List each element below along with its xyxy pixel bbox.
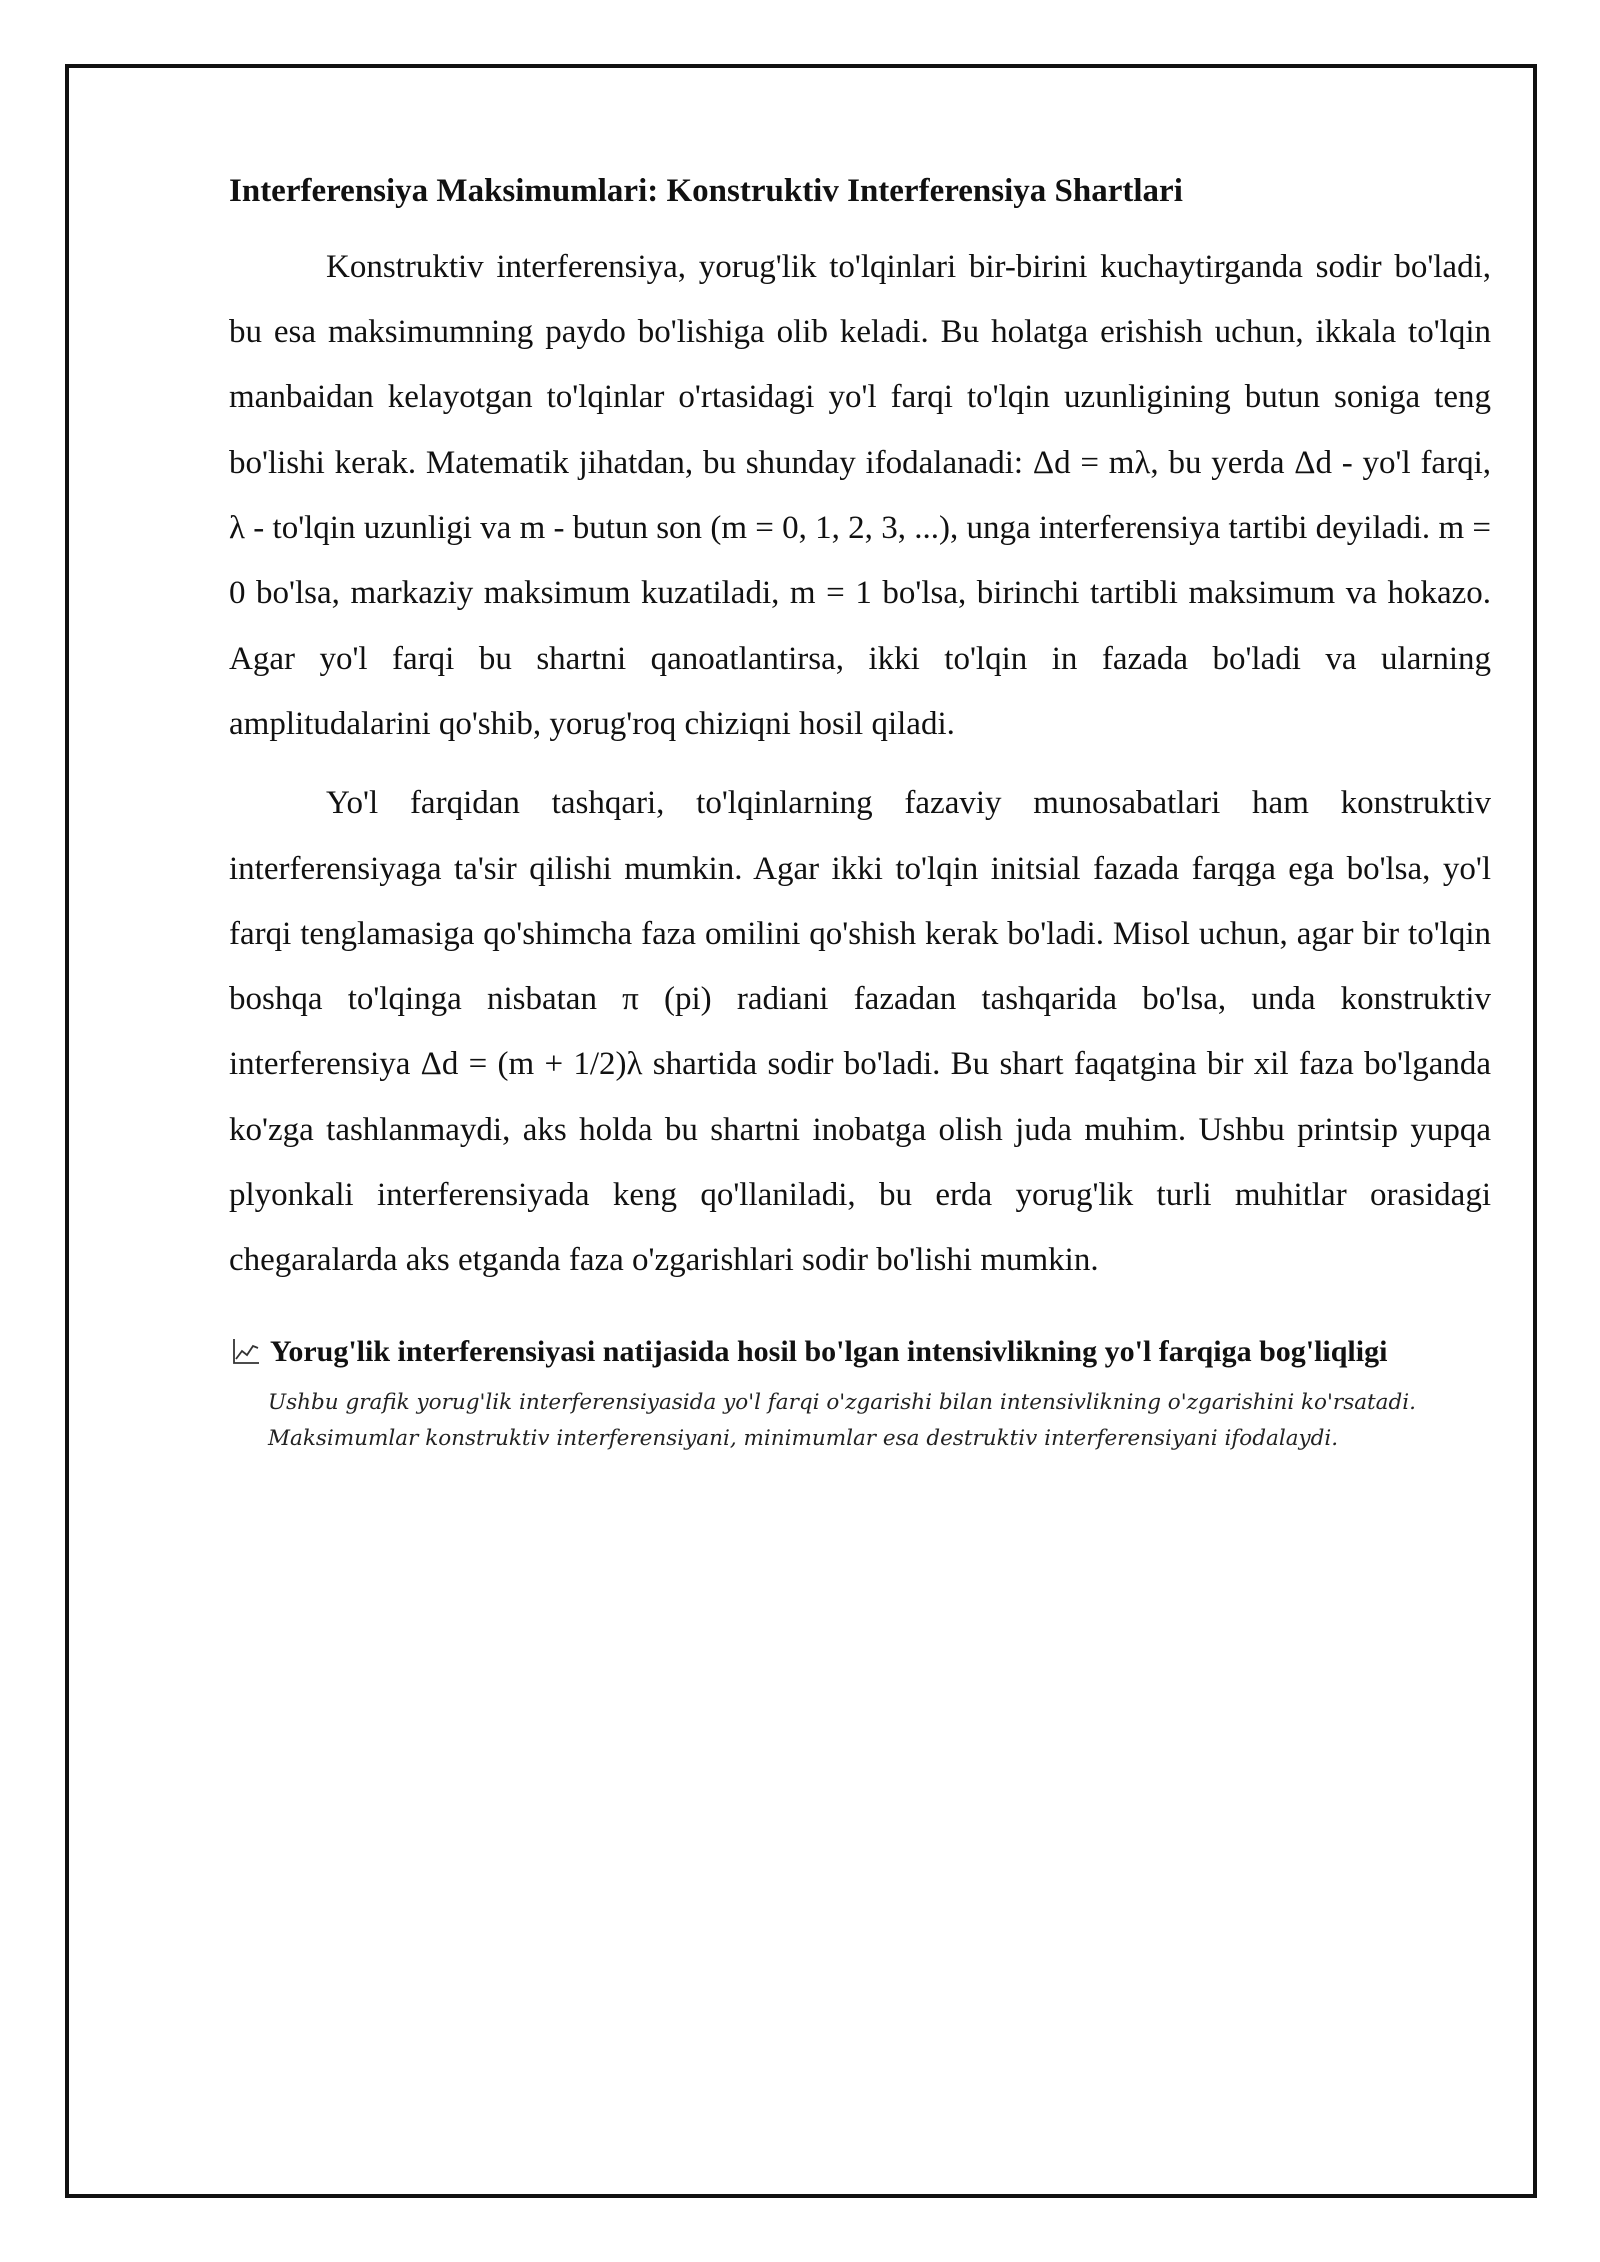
paragraph: Yo'l farqidan tashqari, to'lqinlarning fazaviy munosabatlari ham konstruktiv interferensiyaga ta'sir qilishi mumkin. Agar ikki to'lqin initsial fazada farqga ega bo'lsa, yo'l farqi tenglamasiga qo'shimcha faza omilini qo'shish kerak bo'ladi. Misol uchun, agar bir to'lqin boshqa to'lqinga nisbatan π (pi) radiani fazadan tashqarida bo'lsa, unda konstruktiv interferensiya Δd = (m + 1/2)λ shartida sodir bo'ladi. Bu shart faqatgina bir xil faza bo'lganda ko'zga tashlanmaydi, aks holda bu shartni inobatga olish juda muhim. Ushbu printsip yupqa plyonkali interferensiyada keng qo'llaniladi, bu erda yorug'lik turli muhitlar orasidagi chegaralarda aks etganda faza o'zgarishlari sodir bo'lishi mumkin. (229, 785, 1491, 1279)
document-body (229, 170, 1491, 1457)
section-heading: Interferensiya Maksimumlari: Konstruktiv Interferensiya Shartlari (229, 173, 1183, 209)
figure-caption (229, 1332, 1491, 1457)
figure-title-row (231, 1332, 1491, 1371)
chart-line-icon (231, 1336, 261, 1366)
figure-description-line: Ushbu grafik yorug'lik interferensiyasida yo'l farqi o'zgarishi bilan intensivlikning o'zgarishini ko'rsatadi. (268, 1389, 1416, 1415)
figure-description-line: Maksimumlar konstruktiv interferensiyani, minimumlar esa destruktiv interferensiyani ifodalaydi. (268, 1425, 1339, 1451)
paragraph: Konstruktiv interferensiya, yorug'lik to'lqinlari bir-birini kuchaytirganda sodir bo'ladi, bu esa maksimumning paydo bo'lishiga olib keladi. Bu holatga erishish uchun, ikkala to'lqin manbaidan kelayotgan to'lqinlar o'rtasidagi yo'l farqi to'lqin uzunligining butun soniga teng bo'lishi kerak. Matematik jihatdan, bu shunday ifodalanadi: Δd = mλ, bu yerda Δd - yo'l farqi, λ - to'lqin uzunligi va m - butun son (m = 0, 1, 2, 3, ...), unga interferensiya tartibi deyiladi. m = 0 bo'lsa, markaziy maksimum kuzatiladi, m = 1 bo'lsa, birinchi tartibli maksimum va hokazo. Agar yo'l farqi bu shartni qanoatlantirsa, ikki to'lqin in fazada bo'ladi va ularning amplitudalarini qo'shib, yorug'roq chiziqni hosil qiladi. (229, 248, 1491, 742)
figure-description (268, 1385, 1491, 1457)
figure-title: Yorug'lik interferensiyasi natijasida hosil bo'lgan intensivlikning yo'l farqiga bog'liqligi (270, 1334, 1388, 1368)
